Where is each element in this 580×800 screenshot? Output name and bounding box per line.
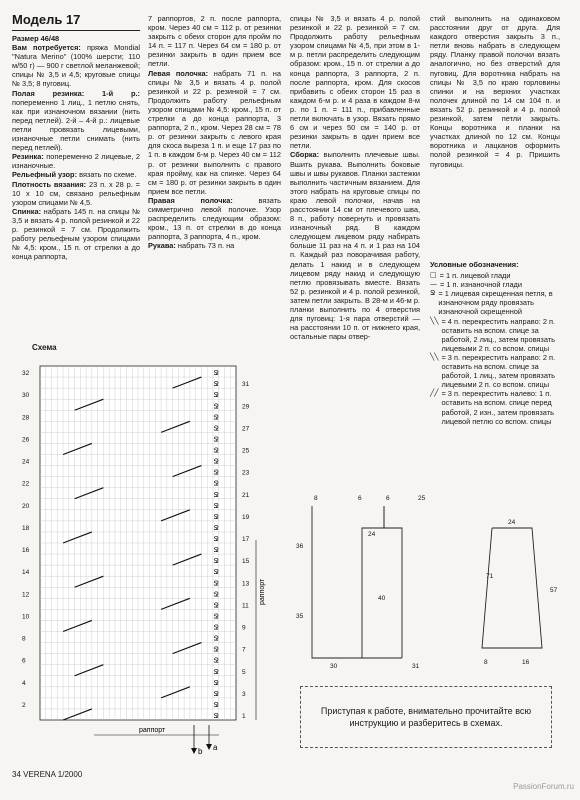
paragraph-text: вязать симметрично левой полочке. Узор распределить следующим образом: кром., 13 п. от стрелки в до конца раппорта, 3 раппорта, 4 п., кром. (148, 195, 281, 242)
svg-text:36: 36 (296, 543, 304, 550)
twisted-stitch-icon: Ջ (213, 413, 219, 422)
row-label-right: 9 (242, 624, 246, 632)
paragraph (12, 34, 140, 43)
legend-text: = 3 п. перекрестить налево: 1 п. оставить на вспом. спице перед работой, 2 изн., затем провязать лицевой петлю со вспом. спицы (441, 389, 554, 426)
paragraph (12, 43, 140, 88)
twisted-stitch-icon: Ջ (213, 590, 219, 599)
svg-text:16: 16 (522, 659, 530, 666)
paragraph-heading: Левая полочка: (148, 68, 209, 78)
svg-text:31: 31 (412, 663, 420, 670)
row-label-right: 15 (242, 558, 250, 566)
legend-heading: Условные обозначения: (430, 260, 519, 269)
row-label-right: 3 (242, 690, 246, 698)
back-outline (384, 506, 402, 658)
row-label-left: 10 (22, 613, 30, 621)
twisted-stitch-icon: Ջ (213, 490, 219, 499)
twisted-stitch-icon: Ջ (213, 712, 219, 720)
row-label-left: 14 (22, 569, 30, 577)
front-outline (312, 506, 384, 658)
paragraph-text: спицы № 3,5 и вязать 4 р. полой резинкой и 22 р. резинкой = 7 см. Продолжить работу рельефным узором спицами № 4,5, при этом в 1-м р. петли распределить следующим образом: кром., 15 п. от стрелки а до конца раппорта, 3 раппорта, 2 п. после раппорта, кром. Для скосов прибавить с обеих сторон 15 раз в каждом 6-м р. и 4 раза в каждом 8-м р. по 1 п. = 111 п., прибавленные петли включать в узор. Вязать прямо 6 см и через 50 см = 140 р. от резинки закрыть в один прием все петли. (290, 14, 420, 151)
row-label-left: 22 (22, 480, 30, 488)
paragraph-text: набрать 145 п. на спицы № 3,5 и вязать 4 р. полой резинкой и 22 р. резинкой = 7 см. Продолжить работу рельефным узором спицами № 4,5: кром., 15 п. от стрелки а до конца раппорта, (12, 206, 140, 262)
paragraph-text: вязать по схеме. (77, 170, 137, 180)
arrow-b-label: b (198, 747, 203, 756)
paragraph-text: попеременно 1 лиц., 1 петлю снять, как при изнаночном вязании (нить перед петлей). 2-й – 4-й р.: лицевые петли провязать лицевыми, изнаночные петли снимать (нить перед петлей). (12, 97, 140, 153)
paragraph-text: выполнить плечевые швы. Вшить рукава. Выполнить боковые швы и швы рукавов. Планки застежки выполнить частичным вязанием. Для этого набрать на круговые спицы по краю левой полочки, начав на расстоянии 14 см от плечевого шва, 8 п., работу повернуть и провязать изнаночный ряд. В каждом следующем лицевом ряду набирать больше 11 раз на 4 п. и 1 раз на 104 п. Каждый раз поворачивая работу, делать 1 накид и в следующем лицевом ряду накид и следующую петлю провязывать вместе. Вязать 52 р. резинкой и 4 р. полой резинкой, затем петли закрыть. В 28-м и 46-м р. планки выполнить по 4 отверстия для пуговиц: 1-я пара отверстий — на расстоянии 10 п. от нижнего края, остальные пары отвер- (290, 150, 420, 342)
twisted-stitch-icon: Ջ (213, 601, 219, 610)
svg-text:6: 6 (358, 495, 362, 502)
paragraph-heading: Рельефный узор: (12, 170, 78, 180)
paragraph-text: набрать 71 п. на спицы № 3,5 и вязать 4 р. полой резинкой и 22 р. резинкой = 7 см. Продолжить работу рельефным узором спицами № 4,5: кром., 15 п. от стрелки а до конца раппорта, 3 раппорта, 2 п., кром. Через 28 см = 78 р. от резинки закрыть с левого края для скоса выреза 1 п. и еще 17 раз по 1 п. в каждом 6-м р. Через 40 см = 112 р. от резинки выполнить с правого края пройму, как на спинке. Через 64 см = 180 р. от резинки закрыть в один прием все петли. (148, 68, 281, 196)
paragraph-heading: Резинка: (12, 152, 44, 162)
rapport-horizontal-label: раппорт (139, 727, 166, 734)
schema-title: Схема (32, 343, 57, 352)
page-footer: 34 VERENA 1/2000 (12, 770, 83, 779)
legend-symbol-icon: Ջ (430, 289, 436, 298)
legend-symbol-icon: — (430, 280, 437, 289)
twisted-stitch-icon: Ջ (213, 402, 219, 411)
notice-text: Приступая к работе, внимательно прочитайте всю инструкцию и разберитесь в схемах. (320, 706, 532, 728)
svg-text:35: 35 (296, 613, 304, 620)
row-label-left: 6 (22, 657, 26, 665)
twisted-stitch-icon: Ջ (213, 457, 219, 466)
paragraph-heading: Правая полочка: (148, 195, 233, 205)
legend-text: = 4 п. перекрестить направо: 2 п. оставить на вспом. спице за работой, 2 лиц., затем провязать лицевыми 2 п. со вспом. спицы (441, 316, 556, 353)
row-label-right: 27 (242, 425, 250, 433)
twisted-stitch-icon: Ջ (213, 645, 219, 654)
row-label-right: 13 (242, 580, 250, 588)
paragraph (148, 196, 281, 241)
legend-item (430, 280, 568, 289)
twisted-stitch-icon: Ջ (213, 612, 219, 621)
paragraph (12, 180, 140, 207)
paragraph (290, 14, 420, 150)
svg-text:8: 8 (314, 495, 318, 502)
svg-text:24: 24 (508, 519, 516, 526)
paragraph (148, 69, 281, 196)
paragraph-heading: Полая резинка: 1-й р.: (12, 88, 140, 98)
twisted-stitch-icon: Ջ (213, 501, 219, 510)
twisted-stitch-icon: Ջ (213, 446, 219, 455)
legend-text: = 1 лицевая скрещенная петля, в изнаночном ряду провязать изнаночной скрещенной (438, 289, 553, 317)
paragraph-text: попеременно 2 лицевые, 2 изнаночные. (12, 152, 140, 171)
twisted-stitch-icon: Ջ (213, 380, 219, 389)
garment-pattern (292, 488, 562, 678)
paragraph-heading: Спинка: (12, 206, 42, 216)
text-column-4 (430, 14, 560, 169)
legend-item (430, 289, 568, 316)
legend-item (430, 317, 568, 353)
paragraph-text: пряжа Mondial "Natura Merino" (100% шерсти; 110 м/50 г) — 900 г светлой меланжевой; спицы № 3,5 и 4,5; круговые спицы № 3,5; 8 пуговиц. (12, 43, 141, 89)
paragraph (148, 241, 281, 250)
row-label-right: 7 (242, 646, 246, 654)
svg-text:71: 71 (486, 573, 494, 580)
row-label-right: 17 (242, 536, 250, 543)
paragraph-heading: Рукава: (148, 241, 176, 251)
paragraph (148, 14, 281, 69)
row-label-left: 26 (22, 436, 30, 444)
svg-text:24: 24 (368, 531, 376, 538)
row-label-right: 11 (242, 602, 249, 610)
text-column-2 (148, 14, 281, 250)
row-label-right: 1 (242, 713, 246, 720)
twisted-stitch-icon: Ջ (213, 512, 219, 521)
twisted-stitch-icon: Ջ (213, 479, 219, 488)
text-column-1 (12, 34, 140, 261)
twisted-stitch-icon: Ջ (213, 656, 219, 665)
twisted-stitch-icon: Ջ (213, 623, 219, 632)
twisted-stitch-icon: Ջ (213, 667, 219, 676)
row-label-left: 20 (22, 502, 30, 510)
model-title: Модель 17 (12, 12, 81, 27)
legend-symbol-icon: ╲╲ (430, 352, 439, 361)
twisted-stitch-icon: Ջ (213, 424, 219, 433)
paragraph-text: 7 раппортов, 2 п. после раппорта, кром. Через 40 см = 112 р. от резинки закрыть с обеих сторон для пройм по 14 п. = 117 п. Через 64 см = 180 р. от резинки закрыть в один прием все петли. (148, 14, 281, 69)
row-label-left: 4 (22, 679, 26, 687)
twisted-stitch-icon: Ջ (213, 535, 219, 543)
twisted-stitch-icon: Ջ (213, 568, 219, 577)
svg-text:30: 30 (330, 663, 338, 670)
title-rule (12, 30, 140, 31)
row-label-left: 8 (22, 635, 26, 643)
row-label-right: 29 (242, 403, 250, 411)
paragraph-heading: Вам потребуется: (12, 43, 81, 53)
legend-text: = 1 п. лицевой глади (439, 271, 511, 281)
row-label-left: 12 (22, 591, 30, 599)
legend-symbol-icon: ╲╲ (430, 316, 439, 325)
paragraph-heading: Плотность вязания: (12, 179, 87, 189)
svg-text:25: 25 (418, 495, 426, 502)
twisted-stitch-icon: Ջ (213, 700, 219, 709)
legend-text: = 3 п. перекрестить направо: 2 п. оставить на вспом. спице за работой, 1 лиц., затем провязать лицевыми 2 п. со вспом. спицы (441, 352, 556, 390)
legend-item (430, 389, 568, 425)
svg-text:40: 40 (378, 595, 386, 602)
paragraph-heading: Размер 46/48 (12, 34, 60, 43)
paragraph-text: набрать 73 п. на (175, 241, 235, 251)
twisted-stitch-icon: Ջ (213, 557, 219, 566)
watermark: PassionForum.ru (513, 782, 574, 791)
notice-box (300, 686, 552, 748)
legend-text: = 1 п. изнаночной глади (440, 280, 523, 290)
rapport-vertical-label: раппорт (259, 578, 266, 605)
paragraph-text: 23 п. x 28 р. = 10 x 10 см, связано рельефным узором спицами № 4,5. (12, 179, 140, 207)
twisted-stitch-icon: Ջ (213, 546, 219, 555)
legend-item (430, 271, 568, 280)
row-label-right: 19 (242, 513, 250, 521)
twisted-stitch-icon: Ջ (213, 678, 219, 687)
row-label-left: 18 (22, 524, 30, 532)
paragraph-text: стий выполнить на одинаковом расстоянии друг от друга. Для каждого отверстия закрыть 3 п., петли вновь набрать в следующем ряду. Планку правой полочки вязать аналогично, но без отверстий для пуговиц. Для воротника набрать на спицы № 3,5 по краю горловины спинки и на верхних участках полочек длиной по 14 см 104 п. и вязать 52 р. резинкой и 4 р. полой резинкой, затем петли закрыть. Концы воротника и планки на участках длиной по 12 см. Концы воротника и лацканов оформить полой резинкой = 4 р. Пришить пуговицы. (430, 14, 560, 169)
twisted-stitch-icon: Ջ (213, 391, 219, 400)
twisted-stitch-icon: Ջ (213, 369, 219, 378)
twisted-stitch-icon: Ջ (213, 689, 219, 698)
twisted-stitch-icon: Ջ (213, 634, 219, 643)
sleeve-outline (482, 528, 542, 648)
row-label-left: 2 (22, 701, 26, 709)
text-column-3 (290, 14, 420, 341)
twisted-stitch-icon: Ջ (213, 523, 219, 532)
knitting-schema (14, 350, 284, 760)
paragraph (290, 150, 420, 341)
row-label-right: 5 (242, 668, 246, 676)
paragraph (430, 14, 560, 169)
legend (430, 260, 568, 426)
legend-symbol-icon: ╱╱ (430, 389, 439, 398)
arrow-a-label: a (213, 743, 218, 752)
twisted-stitch-icon: Ջ (213, 579, 219, 588)
legend-item (430, 353, 568, 389)
twisted-stitch-icon: Ջ (213, 435, 219, 444)
svg-text:6: 6 (386, 495, 390, 502)
svg-text:57: 57 (550, 587, 558, 594)
svg-text:8: 8 (484, 659, 488, 666)
paragraph (12, 170, 140, 179)
row-label-right: 31 (242, 381, 250, 389)
row-label-right: 23 (242, 469, 250, 477)
row-label-left: 32 (22, 370, 30, 378)
row-label-right: 21 (242, 491, 250, 499)
row-label-left: 28 (22, 414, 30, 422)
row-label-left: 30 (22, 392, 30, 400)
paragraph (12, 152, 140, 170)
twisted-stitch-icon: Ջ (213, 468, 219, 477)
row-label-left: 16 (22, 547, 30, 555)
legend-symbol-icon: □ (430, 271, 437, 280)
row-label-right: 25 (242, 447, 250, 455)
paragraph-heading: Сборка: (290, 150, 320, 160)
paragraph (12, 89, 140, 153)
row-label-left: 24 (22, 458, 30, 466)
paragraph (12, 207, 140, 262)
